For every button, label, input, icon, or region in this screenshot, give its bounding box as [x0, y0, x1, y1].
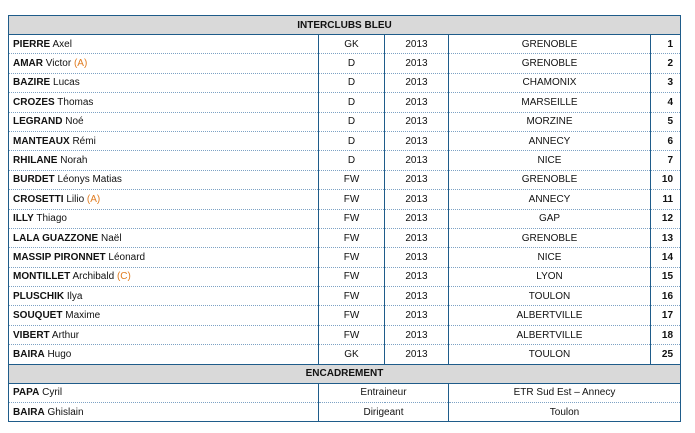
player-last-name: BAZIRE: [13, 77, 51, 89]
player-first-name: Lucas: [53, 77, 80, 89]
player-last-name: LEGRAND: [13, 116, 63, 128]
player-last-name: BURDET: [13, 174, 55, 186]
player-birth-year: 2013: [385, 35, 449, 54]
player-first-name: Norah: [60, 155, 88, 167]
player-captain-tag: (A): [86, 193, 101, 205]
player-position: D: [319, 131, 385, 150]
player-club: GRENOBLE: [449, 54, 651, 73]
player-club: GAP: [449, 209, 651, 228]
staff-organization: Toulon: [449, 403, 681, 422]
player-position: D: [319, 112, 385, 131]
player-position: FW: [319, 248, 385, 267]
player-birth-year: 2013: [385, 190, 449, 209]
player-position: D: [319, 93, 385, 112]
player-last-name: CROSETTI: [13, 193, 64, 205]
player-club: GRENOBLE: [449, 35, 651, 54]
staff-row: [9, 403, 681, 422]
player-row: [9, 35, 681, 54]
player-position: GK: [319, 35, 385, 54]
player-club: NICE: [449, 248, 651, 267]
player-club: ALBERTVILLE: [449, 306, 651, 325]
player-last-name: MONTILLET: [13, 271, 71, 283]
player-number: 25: [651, 345, 681, 364]
player-number: 13: [651, 228, 681, 247]
player-name-cell: [9, 112, 319, 131]
player-club: GRENOBLE: [449, 170, 651, 189]
player-first-name: Victor: [45, 58, 72, 70]
player-club: ANNECY: [449, 190, 651, 209]
player-last-name: CROZES: [13, 96, 55, 108]
player-row: [9, 209, 681, 228]
player-position: FW: [319, 325, 385, 344]
player-position: FW: [319, 306, 385, 325]
player-row: [9, 93, 681, 112]
player-club: TOULON: [449, 345, 651, 364]
player-birth-year: 2013: [385, 325, 449, 344]
player-birth-year: 2013: [385, 73, 449, 92]
player-number: 14: [651, 248, 681, 267]
player-name-cell: [9, 306, 319, 325]
player-last-name: MASSIP PIRONNET: [13, 251, 106, 263]
player-club: ANNECY: [449, 131, 651, 150]
player-row: [9, 345, 681, 364]
player-number: 4: [651, 93, 681, 112]
player-number: 7: [651, 151, 681, 170]
player-number: 18: [651, 325, 681, 344]
player-last-name: PLUSCHIK: [13, 290, 65, 302]
staff-first-name: Ghislain: [47, 406, 84, 418]
player-name-cell: [9, 287, 319, 306]
player-name-cell: [9, 248, 319, 267]
player-number: 6: [651, 131, 681, 150]
staff-last-name: PAPA: [13, 387, 40, 399]
player-name-cell: [9, 209, 319, 228]
player-number: 12: [651, 209, 681, 228]
player-club: GRENOBLE: [449, 228, 651, 247]
player-club: MORZINE: [449, 112, 651, 131]
player-row: [9, 267, 681, 286]
player-birth-year: 2013: [385, 248, 449, 267]
player-position: D: [319, 151, 385, 170]
staff-name-cell: [9, 383, 319, 402]
player-row: [9, 73, 681, 92]
player-number: 1: [651, 35, 681, 54]
staff-name-cell: [9, 403, 319, 422]
staff-last-name: BAIRA: [13, 406, 45, 418]
staff-role: Dirigeant: [319, 403, 449, 422]
player-row: [9, 131, 681, 150]
player-first-name: Noé: [65, 116, 84, 128]
player-first-name: Léonard: [108, 251, 146, 263]
player-row: [9, 170, 681, 189]
staff-header-row: [9, 364, 681, 383]
player-first-name: Ilya: [66, 290, 83, 302]
staff-header: ENCADREMENT: [9, 364, 681, 383]
player-number: 11: [651, 190, 681, 209]
player-name-cell: [9, 345, 319, 364]
player-birth-year: 2013: [385, 209, 449, 228]
player-club: ALBERTVILLE: [449, 325, 651, 344]
player-first-name: Archibald: [72, 271, 115, 283]
player-row: [9, 306, 681, 325]
player-name-cell: [9, 54, 319, 73]
player-name-cell: [9, 325, 319, 344]
player-row: [9, 151, 681, 170]
player-last-name: BAIRA: [13, 348, 45, 360]
player-club: MARSEILLE: [449, 93, 651, 112]
player-position: FW: [319, 287, 385, 306]
player-club: NICE: [449, 151, 651, 170]
player-number: 15: [651, 267, 681, 286]
player-name-cell: [9, 131, 319, 150]
staff-first-name: Cyril: [42, 387, 63, 399]
player-last-name: SOUQUET: [13, 310, 63, 322]
player-last-name: ILLY: [13, 213, 34, 225]
player-position: D: [319, 54, 385, 73]
player-row: [9, 228, 681, 247]
player-birth-year: 2013: [385, 151, 449, 170]
player-last-name: LALA GUAZZONE: [13, 232, 99, 244]
players-header: INTERCLUBS BLEU: [9, 16, 681, 35]
player-position: FW: [319, 209, 385, 228]
player-first-name: Thomas: [57, 96, 94, 108]
player-birth-year: 2013: [385, 228, 449, 247]
player-captain-tag: (C): [116, 271, 131, 283]
player-first-name: Hugo: [47, 348, 72, 360]
player-birth-year: 2013: [385, 170, 449, 189]
player-row: [9, 287, 681, 306]
player-birth-year: 2013: [385, 306, 449, 325]
player-birth-year: 2013: [385, 112, 449, 131]
player-birth-year: 2013: [385, 54, 449, 73]
player-captain-tag: (A): [73, 58, 88, 70]
player-first-name: Maxime: [65, 310, 101, 322]
staff-organization: ETR Sud Est – Annecy: [449, 383, 681, 402]
player-name-cell: [9, 73, 319, 92]
player-first-name: Lilio: [66, 193, 85, 205]
player-first-name: Arthur: [51, 329, 80, 341]
player-first-name: Rémi: [72, 135, 96, 147]
player-club: TOULON: [449, 287, 651, 306]
player-position: FW: [319, 267, 385, 286]
roster-sheet: [8, 15, 680, 422]
player-position: D: [319, 73, 385, 92]
player-row: [9, 54, 681, 73]
player-position: FW: [319, 170, 385, 189]
staff-role: Entraineur: [319, 383, 449, 402]
player-name-cell: [9, 228, 319, 247]
player-first-name: Naël: [100, 232, 122, 244]
player-number: 5: [651, 112, 681, 131]
player-name-cell: [9, 151, 319, 170]
player-position: FW: [319, 190, 385, 209]
player-birth-year: 2013: [385, 131, 449, 150]
roster-table: [8, 15, 681, 422]
player-number: 10: [651, 170, 681, 189]
player-name-cell: [9, 170, 319, 189]
player-birth-year: 2013: [385, 287, 449, 306]
player-last-name: AMAR: [13, 58, 43, 70]
player-birth-year: 2013: [385, 345, 449, 364]
player-first-name: Léonys Matias: [57, 174, 122, 186]
player-birth-year: 2013: [385, 93, 449, 112]
player-row: [9, 325, 681, 344]
player-first-name: Thiago: [36, 213, 67, 225]
player-last-name: VIBERT: [13, 329, 50, 341]
roster-body: [9, 16, 681, 422]
player-last-name: RHILANE: [13, 155, 58, 167]
player-name-cell: [9, 93, 319, 112]
player-number: 2: [651, 54, 681, 73]
player-name-cell: [9, 190, 319, 209]
player-last-name: MANTEAUX: [13, 135, 70, 147]
player-name-cell: [9, 35, 319, 54]
player-position: GK: [319, 345, 385, 364]
player-club: LYON: [449, 267, 651, 286]
player-name-cell: [9, 267, 319, 286]
player-club: CHAMONIX: [449, 73, 651, 92]
player-number: 17: [651, 306, 681, 325]
player-number: 3: [651, 73, 681, 92]
player-row: [9, 248, 681, 267]
player-row: [9, 190, 681, 209]
player-last-name: PIERRE: [13, 38, 51, 50]
player-position: FW: [319, 228, 385, 247]
player-first-name: Axel: [52, 38, 72, 50]
staff-row: [9, 383, 681, 402]
players-header-row: [9, 16, 681, 35]
player-birth-year: 2013: [385, 267, 449, 286]
player-number: 16: [651, 287, 681, 306]
player-row: [9, 112, 681, 131]
